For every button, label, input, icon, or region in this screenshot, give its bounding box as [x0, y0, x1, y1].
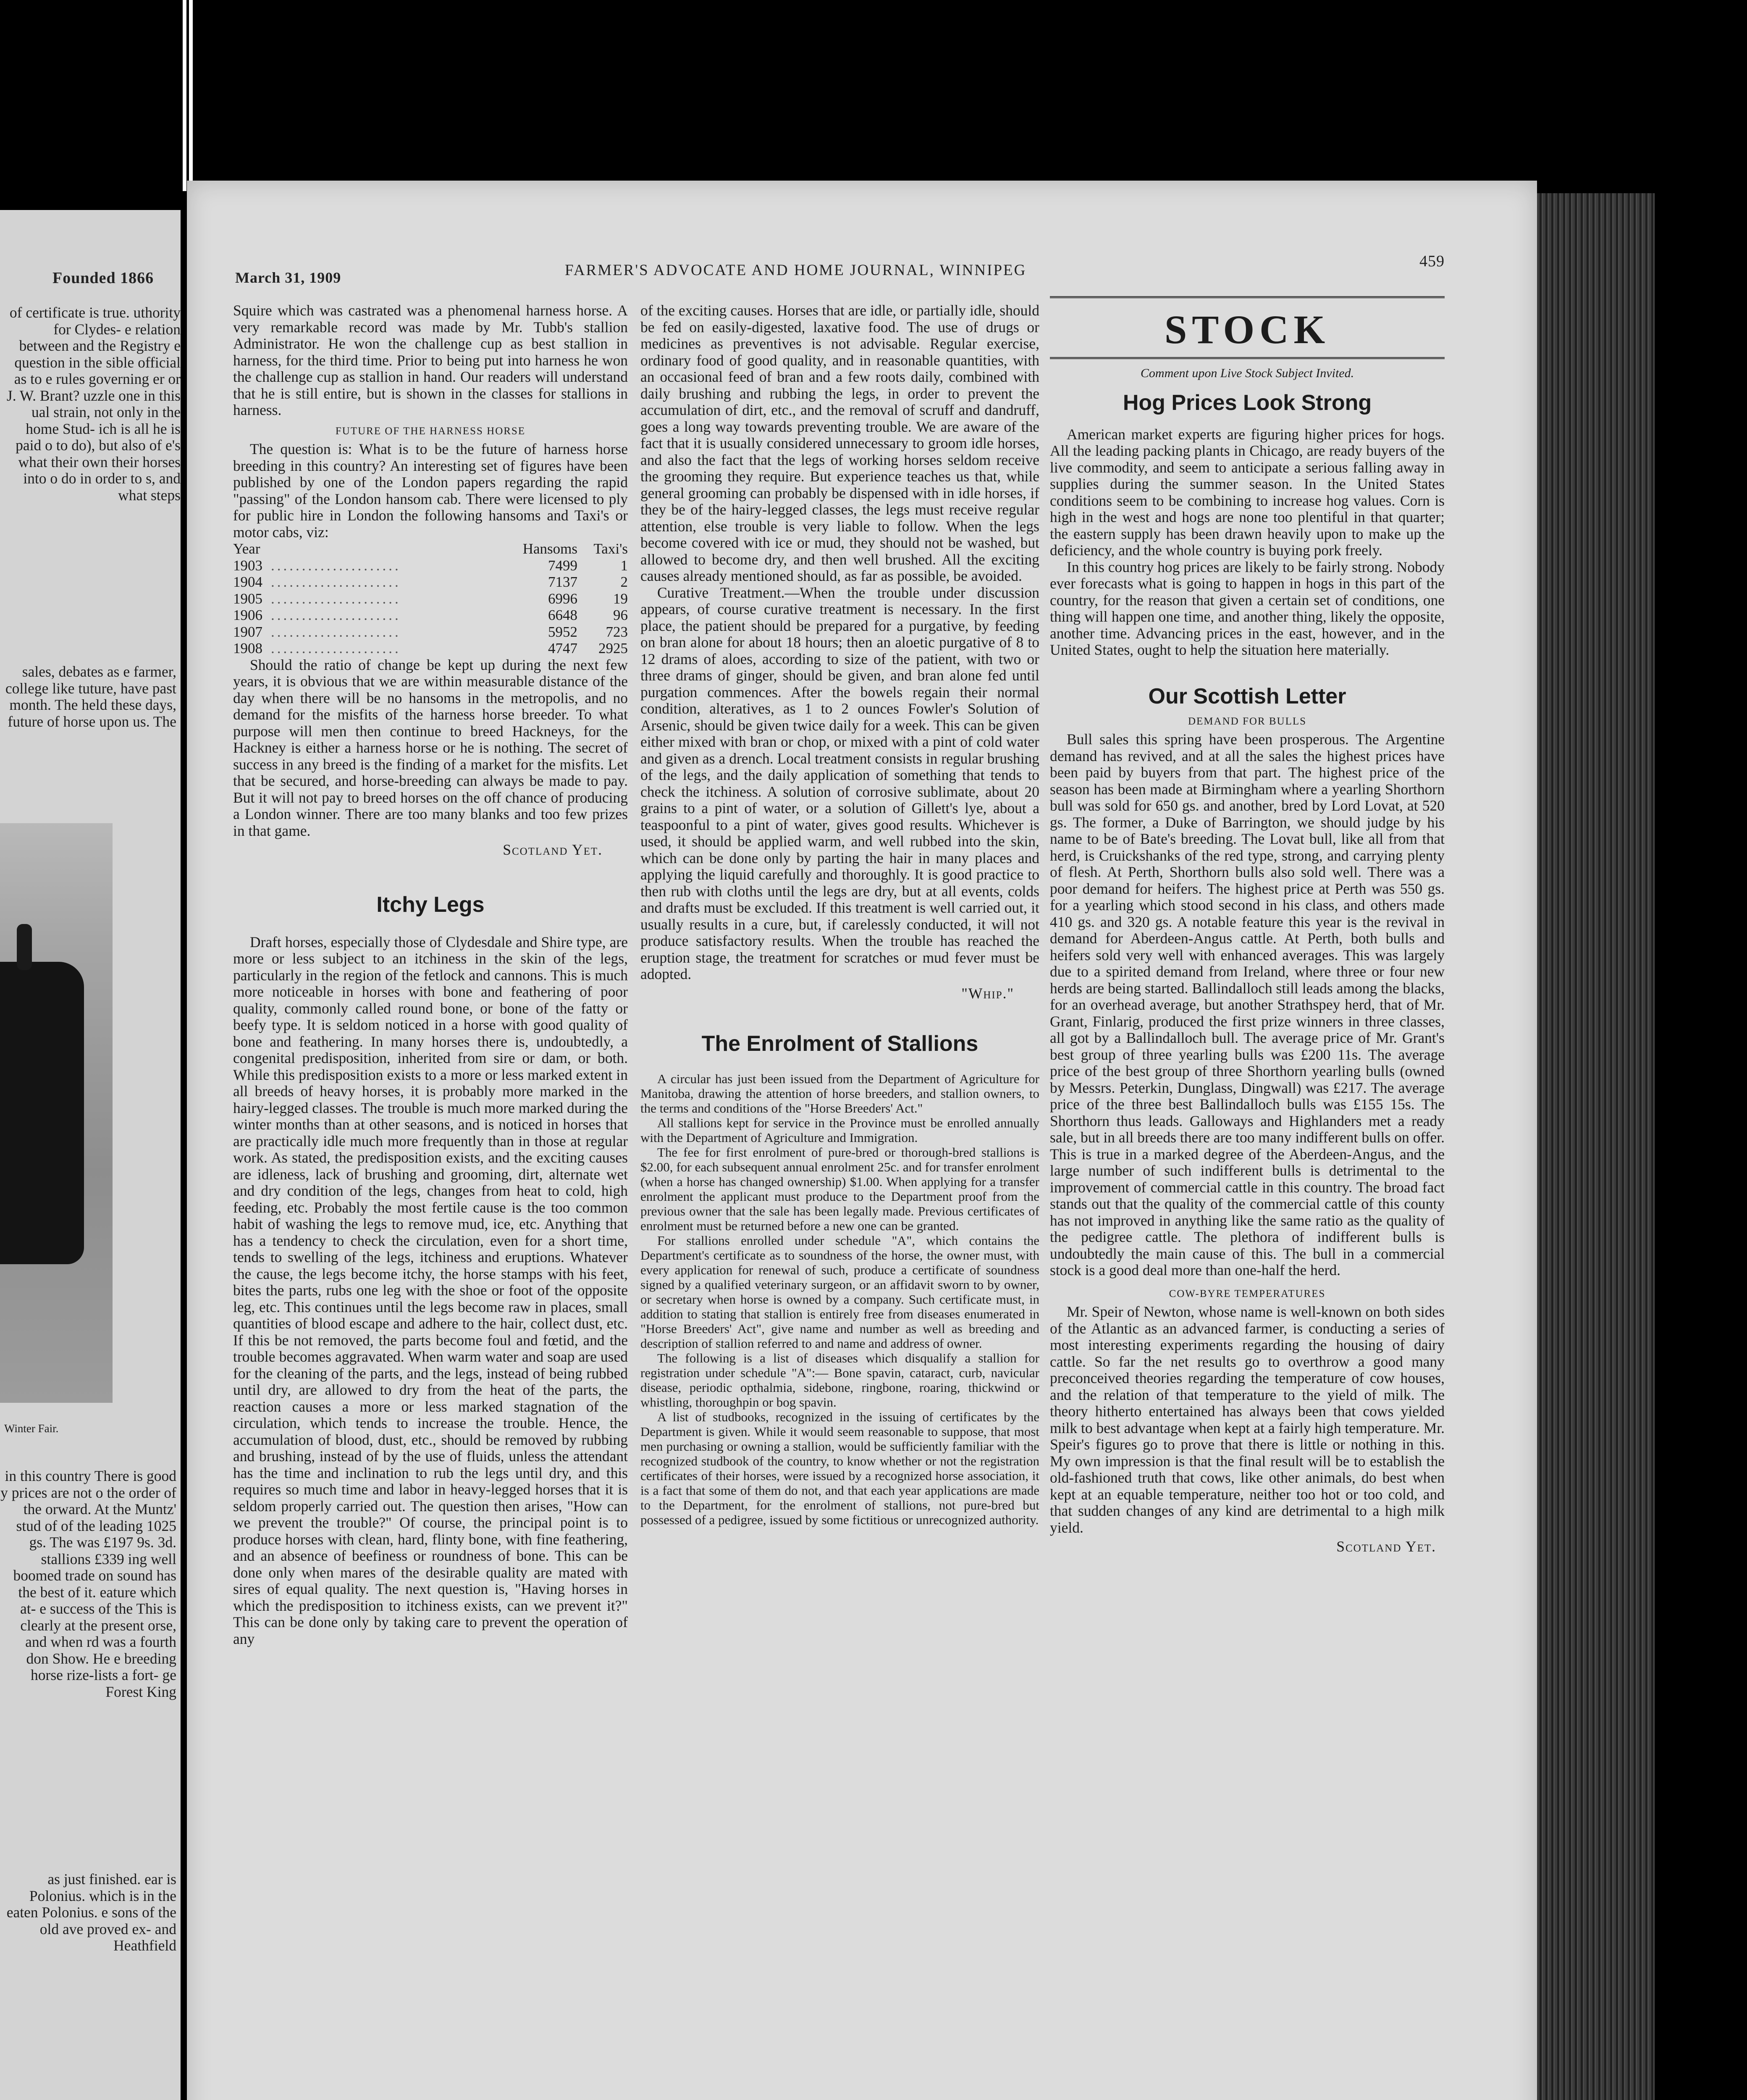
dot-leader: .....................: [271, 590, 401, 607]
table-cell-hansoms: 6648: [548, 607, 577, 623]
table-cell-hansoms: 7499: [548, 557, 577, 574]
column-header-taxis: Taxi's: [593, 541, 628, 557]
dot-leader: .....................: [271, 623, 401, 640]
bull-sales-paragraph: Bull sales this spring have been prosperous. The Argentine demand has revived, and at all the sales the highest prices have been paid by buyers from that part. The highest price of the season has been made at Birmingham where a yearling Shorthorn bull was sold for 650 gs. and another, bred by Lord Lovat, at 520 gs. The former, a Duke of Barrington, we should judge by his name to be of Bate's breeding. The Lovat bull, like all from that herd, is Cruickshanks of the red type, strong, and carrying plenty of flesh. At Perth, Shorthorn bulls also sold well. There was a poor demand for heifers. The highest price at Perth was 550 gs. for a yearling which stood second in his class, and others made 410 gs. and 320 gs. A notable feature this year is the revival in demand for Aberdeen-Angus cattle. At Perth, both bulls and heifers sold very well with enhanced averages. This was largely due to a spirited demand from Ireland, where three or four new herds are being started. Ballindalloch still leads among the blacks, for an overhead average, but another Strathspey herd, that of Mr. Grant, Finlarig, produced the first prize winners in three classes, all got by a Ballindalloch bull. The average price of Mr. Grant's best group of three yearling bulls was £200 11s. The average price of the best group of three Shorthorn yearling bulls (owned by Messrs. Peterkin, Dunglass, Dingwall) was £217. The average price of the three best Ballindalloch bulls was £155 15s. The Shorthorn thus leads. Galloways and Highlanders met a ready sale, but in all breeds there are too many indifferent bulls on offer. This is true in a marked degree of the Aberdeen-Angus, and the large number of such indifferent bulls is detrimental to the improvement of commercial cattle in this country. The broad fact stands out that the quality of the commercial cattle of this county has not improved in anything like the same ratio as the quality of the pedigree cattle. The plethora of indifferent bulls is undoubtedly the main cause of this. The bull in a commercial stock is a good deal more than one-half the herd.: [1050, 731, 1445, 1278]
page-number: 459: [1419, 252, 1445, 270]
table-cell-hansoms: 6996: [548, 590, 577, 607]
table-cell-year: 1905: [233, 590, 262, 607]
table-cell-hansoms: 7137: [548, 574, 577, 590]
enrolment-paragraph: For stallions enrolled under schedule "A", which contains the Department's certificate as to soundness of the horse, the owner must, with every application for renewal of such, produce a certificate of soundness signed by a qualified veterinary surgeon, or an affidavit sworn to by owner, or secretary when horse is owned by a company. Such certificate must, in addition to stating that stallion is entirely free from diseases enumerated in "Horse Breeders' Act", give name and number as well as breeding and description of stallion referred to and name and address of owner.: [640, 1233, 1039, 1351]
table-cell-taxis: 723: [606, 623, 628, 640]
film-edge-top-2: [189, 0, 193, 191]
article-signature: "Whip.": [961, 984, 1014, 1002]
table-cell-taxis: 19: [613, 590, 628, 607]
hog-prices-title: Hog Prices Look Strong: [1123, 390, 1372, 415]
enrolment-paragraph: A list of studbooks, recognized in the issuing of certificates by the Department is given. While it would seem reasonable to suppose, that most men purchasing or owning a stallion, would be sufficiently familiar with the recognized studbook of the country, to know whether or not the registration certificates of their horses, were issued by a recognized horse association, it is a fact that some of them do not, and that each year applications are made to the Department, for the enrolment of stallions, not pure-bred but possessed of a pedigree, issued by some fictitious or unrecognized authority.: [640, 1410, 1039, 1527]
table-cell-year: 1904: [233, 574, 262, 590]
table-cell-year: 1903: [233, 557, 262, 574]
table-cell-taxis: 96: [613, 607, 628, 623]
exciting-causes-paragraph: of the exciting causes. Horses that are idle, or partially idle, should be fed on easily-digested, laxative food. The use of drugs or medicines as preventives is not advisable. Regular exercise, ordinary food of good quality, and in reasonable quantities, with an occasional feed of bran and a few roots daily, combined with daily brushing and rubbing the legs, in order to prevent the accumulation of dirt, etc., and the removal of scruff and dandruff, goes a long way towards preventing trouble. We are aware of the fact that it is usually considered unnecessary to groom idle horses, and also the fact that the legs of working horses seldom receive the grooming they require. But experience teaches us that, while general grooming can probably be dispensed with in idle horses, if they be of the hairy-legged classes, the legs must receive regular attention, else trouble is very liable to follow. When the legs become covered with ice or mud, they should not be washed, but allowed to become dry, and then well brushed. All the exciting causes already mentioned should, as far as possible, be avoided.: [640, 302, 1039, 584]
column-1: [233, 302, 628, 1647]
table-cell-taxis: 2: [620, 574, 628, 590]
cow-byre-paragraph: Mr. Speir of Newton, whose name is well-known on both sides of the Atlantic as an advanced farmer, is conducting a series of most interesting experiments regarding the housing of dairy cattle. So far the net results go to overthrow a good many preconceived theories regarding the temperature of cow houses, and the relation of that temperature to the yield of milk. The theory hitherto entertained has always been that cows yielded milk to best advantage when kept at a fairly high temperature. Mr. Speir's figures go to prove that there is little or nothing in this. My own impression is that the final result will be to establish the old-fashioned truth that cows, like other animals, do best when kept at an equable temperature, neither too hot or too cold, and that sudden changes of any kind are detrimental to a high milk yield.: [1050, 1303, 1445, 1536]
article-signature: Scotland Yet.: [1336, 1538, 1436, 1555]
itchy-legs-paragraph: Draft horses, especially those of Clydesdale and Shire type, are more or less subject to an itchiness in the skin of the legs, particularly in the region of the fetlock and cannons. This is much more noticeable in horses with bone and feathering of poor quality, commonly called round bone, or bone of the fatty or beefy type. It is seldom noticed in a horse with good quality of bone and feathering. In many horses there is, undoubtedly, a congenital predisposition, inherited from sire or dam, or both. While this predisposition exists to a more or less marked extent in all breeds of heavy horses, it is probably more marked in the hairy-legged classes. The trouble is much more marked during the winter months than at other seasons, and is noticed in horses that are practically idle much more frequently than in those at regular work. As stated, the predisposition exists, and the exciting causes are idleness, lack of brushing and grooming, dirt, alternate wet and dry condition of the legs, changes from heat to cold, high feeding, etc. Probably the most fertile cause is the too common habit of washing the legs to remove mud, ice, etc. Anything that has a tendency to check the circulation, even for a short time, tends to swelling of the legs, itchiness and eruptions. Whatever the cause, the legs become itchy, the horse stamps with his feet, bites the parts, rubs one leg with the shoe or foot of the opposite leg, etc. This continues until the legs become raw in places, small quantities of blood escape and adhere to the hair, collect dust, etc. If this be not removed, the parts become foul and fœtid, and the trouble becomes aggravated. When warm water and soap are used for the cleaning of the parts, and the legs, instead of being rubbed until dry, are allowed to dry from the heat of the parts, the reaction causes a more or less marked stagnation of the circulation, which tends to increase the trouble. Hence, the accumulation of blood, dust, etc., should be removed by rubbing and brushing, instead of by the use of fluids, unless the attendant has the time and inclination to rub the legs until dry, and this requires so much time and labor in heavy-legged horses that it is seldom properly carried out. The question then arises, "How can we prevent the trouble?" Of course, the principal point is to produce horses with clean, hard, flinty bone, with fine feathering, and an absence of beefiness or roundness of bone. This can be done only when mares of the desirable quality are mated with sires of equal quality. The next question is, "Having horses in which the predisposition to itchiness exists, can we prevent it?" This can be done only by taking care to prevent the operation of any: [233, 933, 628, 1647]
demand-for-bulls-subheading: DEMAND FOR BULLS: [1188, 715, 1307, 727]
section-subtitle: Comment upon Live Stock Subject Invited.: [1140, 366, 1354, 380]
hansom-ratio-paragraph: Should the ratio of change be kept up during the next few years, it is obvious that we are within measurable distance of the day when there will be no hansoms in the metropolis, and no demand for the misfits of the harness horse breeder. To what purpose will men then continue to breed Hackneys, for the Hackney is either a harness horse or he is nothing. The secret of success in any breed is the finding of a market for the misfits. Let that be secured, and horse-breeding can always be made to pay. But it will not pay to breed horses on the off chance of producing a London winner. There are too many blanks and too few prizes in that game.: [233, 656, 628, 839]
table-cell-taxis: 1: [620, 557, 628, 574]
issue-date: March 31, 1909: [235, 269, 341, 286]
hansom-intro-paragraph: The question is: What is to be the future of harness horse breeding in this country? An interesting set of figures have been published by one of the London papers regarding the rapid "passing" of the London hansom cab. There were licensed to ply for public hire in London the following hansoms and Taxi's or motor cabs, viz:: [233, 441, 628, 541]
table-cell-year: 1907: [233, 623, 262, 640]
enrolment-title: The Enrolment of Stallions: [701, 1032, 978, 1056]
enrolment-paragraph: All stallions kept for service in the Province must be enrolled annually with the Department of Agriculture and Immigration.: [640, 1116, 1039, 1145]
column-header-year: Year: [233, 541, 260, 557]
dot-leader: .....................: [271, 557, 401, 574]
horse-silhouette: [0, 962, 84, 1264]
left-page-text-1: of certificate is true. uthority for Clydes- e relation between and the Registry e question in the sible official as to e rules governing er or J. W. Brant? uzzle one in this ual strain, not only in the home Stud- ich is all he is paid o to do), but also of e's what their own their horses into o do in order to s, and what steps: [6, 304, 181, 504]
enrolment-paragraph: A circular has just been issued from the Department of Agriculture for Manitoba, drawing the attention of horse breeders, and stallion owners, to the terms and conditions of the "Horse Breeders' Act.": [640, 1071, 1039, 1116]
harness-horse-subheading: FUTURE OF THE HARNESS HORSE: [335, 425, 526, 437]
stallion-record-paragraph: Squire which was castrated was a phenomenal harness horse. A very remarkable record was made by Mr. Tubb's stallion Administrator. He won the challenge cup as best stallion in harness, for the third time. Prior to being put into harness he won the challenge cup as stallion in hand. Our readers will understand that he is still entire, but is shown in the classes for stallions in harness.: [233, 302, 628, 418]
hog-prices-paragraph: American market experts are figuring higher prices for hogs. All the leading packing plants in Chicago, are ready buyers of the live commodity, and seem to anticipate a serious falling away in supplies during the summer season. In the United States conditions seem to be combining to increase hog values. Corn is high in the west and hogs are none too plentiful in that quarter; the eastern supply has been drawn heavily upon to make up the deficiency, and the whole country is buying pork freely.: [1050, 425, 1445, 559]
cow-byre-subheading: COW-BYRE TEMPERATURES: [1169, 1288, 1326, 1299]
handler-figure: [17, 924, 32, 970]
photo-caption: Winter Fair.: [4, 1422, 59, 1435]
horse-photograph: [0, 823, 113, 1403]
table-row: [233, 624, 628, 640]
hansom-taxi-table: [233, 541, 628, 657]
enrolment-paragraph: The fee for first enrolment of pure-bred or thorough-bred stallions is $2.00, for each subsequent annual enrolment 25c. and for transfer enrolment (when a horse has changed ownership) $1.00. When applying for a transfer enrolment the applicant must produce to the Department proof from the previous owner that the sale has been legally made. Previous certificates of enrolment must be returned before a new one can be granted.: [640, 1145, 1039, 1233]
column-header-hansoms: Hansoms: [522, 541, 577, 557]
column-3: [1050, 296, 1445, 1555]
hog-prices-paragraph: In this country hog prices are likely to be fairly strong. Nobody ever forecasts what is going to happen in hogs in this part of the country, for the reason that given a certain set of conditions, one thing will happen one time, and another thing, likely the opposite, another time. Advancing prices in the east, however, and in the United States, ought to help the situation here materially.: [1050, 558, 1445, 658]
section-rule-bottom: [1050, 357, 1445, 359]
table-cell-year: 1906: [233, 607, 262, 623]
dot-leader: .....................: [271, 574, 401, 590]
column-2: [640, 302, 1039, 1527]
table-cell-hansoms: 4747: [548, 640, 577, 656]
table-cell-taxis: 2925: [598, 640, 628, 656]
left-page-text-4: as just finished. ear is Polonius. which is in the eaten Polonius. e sons of the old ave proved ex- and Heathfield: [6, 1871, 176, 1954]
itchy-legs-title: Itchy Legs: [376, 892, 485, 917]
curative-treatment-paragraph: Curative Treatment.—When the trouble under discussion appears, of course curative treatment is necessary. In the first place, the patient should be prepared for a purgative, by feeding on bran alone for about 18 hours; then an aloetic purgative of 8 to 12 drams of aloes, according to size of the patient, with two or three drams of ginger, should be given, and bran alone fed until purgation commences. After the bowels regain their normal condition, alteratives, as 1 to 2 ounces Fowler's Solution of Arsenic, should be given twice daily for a week. This can be given either mixed with bran or chop, or mixed with a pint of cold water and given as a drench. Local treatment consists in regular brushing of the legs, and the daily application of something that tends to check the itchiness. A solution of corrosive sublimate, about 20 grains to a pint of water, or a solution of Gillett's lye, about a teaspoonful to a pint of water, gives good results. Whichever is used, it should be applied warm, and well rubbed into the skin, which can be done only by parting the hair in many places and applying the liquid carefully and thoroughly. It is good practice to then rub with cloths until the legs are dry, but at all events, colds and drafts must be excluded. If this treatment is well carried out, it usually results in a cure, but, if carelessly conducted, it will not produce satisfactory results. When the trouble has reached the eruption stage, the treatment for scratches or mud fever must be adopted.: [640, 584, 1039, 982]
table-cell-year: 1908: [233, 640, 262, 656]
table-cell-hansoms: 5952: [548, 623, 577, 640]
left-page-text-2: sales, debates as e farmer, college like tuture, have past month. The held these days, future of horse upon us. The: [5, 664, 176, 730]
article-signature: Scotland Yet.: [503, 841, 603, 858]
scottish-letter-title: Our Scottish Letter: [1148, 684, 1346, 709]
journal-title: FARMER'S ADVOCATE AND HOME JOURNAL, WINNIPEG: [565, 262, 1027, 279]
dot-leader: .....................: [271, 607, 401, 623]
film-edge-top: [183, 0, 186, 191]
dot-leader: .....................: [271, 640, 401, 656]
section-rule-top: [1050, 296, 1445, 298]
section-title: STOCK: [1164, 307, 1330, 352]
left-page-header: Founded 1866: [52, 269, 154, 287]
left-page-text-3: in this country There is good y prices are not o the order of the orward. At the Muntz' stud of of the leading 1025 gs. The was £197 9s. 3d. stallions £339 ing well boomed trade on sound has the best of it. eature which at- e success of the This is clearly at the present orse, and when rd was a fourth don Show. He e breeding horse rize-lists a fort- ge Forest King: [0, 1468, 176, 1700]
table-header-row: [233, 541, 628, 557]
enrolment-paragraph: The following is a list of diseases which disqualify a stallion for registration under schedule "A":— Bone spavin, cataract, curb, navicular disease, periodic opthalmia, sidebone, ringbone, roaring, thickwind or whistling, thoroughpin or bog spavin.: [640, 1351, 1039, 1410]
table-row: [233, 557, 628, 574]
enrolment-body: [640, 1071, 1039, 1527]
table-row: [233, 607, 628, 624]
page-edges: [1537, 193, 1655, 2100]
table-row: [233, 574, 628, 591]
table-row: [233, 640, 628, 657]
table-row: [233, 591, 628, 607]
